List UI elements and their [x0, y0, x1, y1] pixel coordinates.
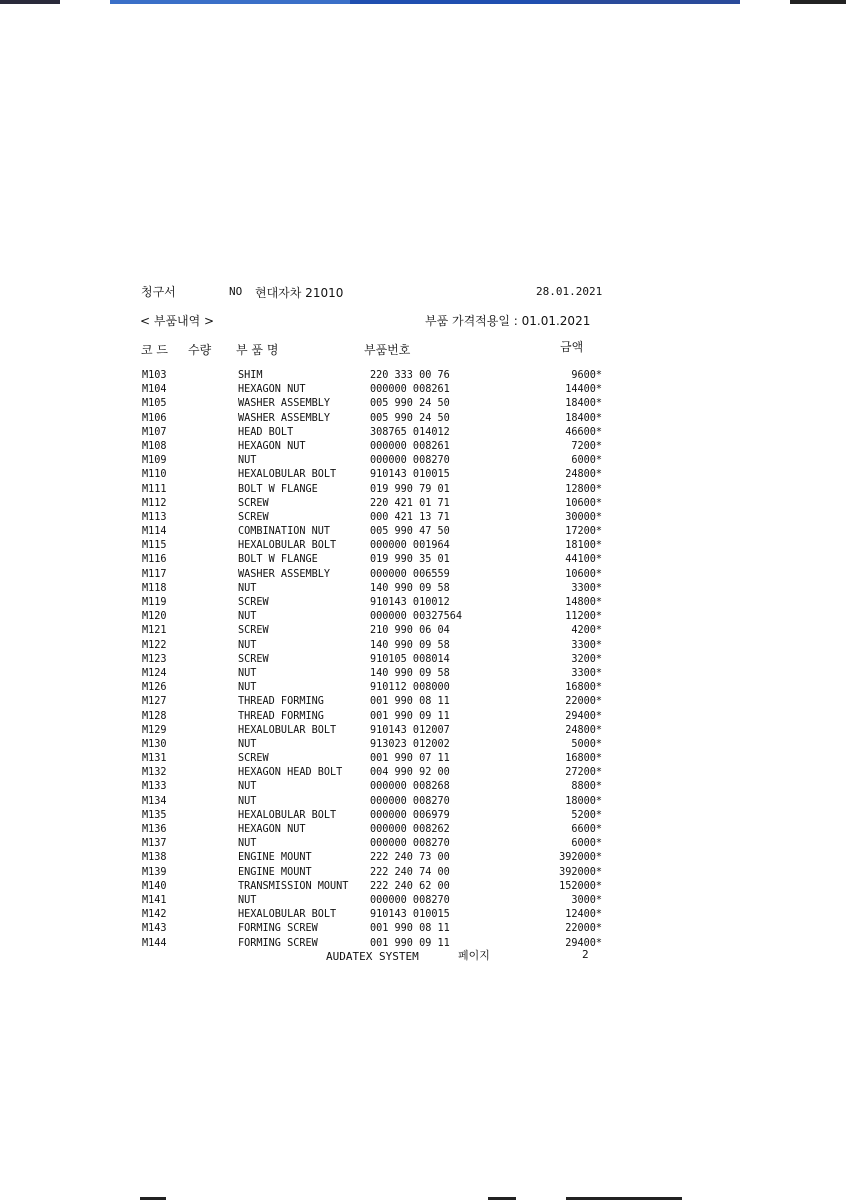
- item-code: M126: [142, 682, 167, 694]
- item-amount: 12400*: [565, 909, 602, 921]
- item-part-number: 210 990 06 04: [370, 625, 450, 637]
- table-row: [142, 610, 602, 624]
- item-amount: 29400*: [565, 710, 602, 722]
- table-row: [142, 383, 602, 397]
- table-row: [142, 412, 602, 426]
- table-row: [142, 525, 602, 539]
- item-code: M123: [142, 653, 167, 665]
- item-amount: 10600*: [565, 568, 602, 580]
- item-code: M108: [142, 440, 167, 452]
- item-amount: 16800*: [565, 753, 602, 765]
- item-part-number: 140 990 09 58: [370, 667, 450, 679]
- table-row: [142, 681, 602, 695]
- table-row: [142, 454, 602, 468]
- item-part-number: 000000 008270: [370, 455, 450, 467]
- item-name: HEXALOBULAR BOLT: [238, 809, 337, 821]
- item-name: HEXAGON NUT: [238, 440, 306, 452]
- item-name: SCREW: [238, 511, 269, 523]
- item-name: SCREW: [238, 497, 269, 509]
- table-row: [142, 809, 602, 823]
- item-name: THREAD FORMING: [238, 696, 324, 708]
- item-part-number: 000000 008270: [370, 894, 450, 906]
- footer-page-label: 페이지: [458, 949, 490, 962]
- item-amount: 12800*: [565, 483, 602, 495]
- column-header-code: 코 드: [141, 343, 168, 357]
- item-amount: 24800*: [565, 469, 602, 481]
- item-part-number: 001 990 07 11: [370, 753, 450, 765]
- item-amount: 3200*: [571, 653, 602, 665]
- item-code: M114: [142, 526, 167, 538]
- item-name: HEXAGON NUT: [238, 824, 306, 835]
- item-part-number: 000000 008261: [370, 384, 450, 396]
- table-row: [142, 738, 602, 752]
- item-code: M128: [142, 710, 167, 722]
- item-amount: 18000*: [565, 795, 602, 807]
- item-code: M121: [142, 625, 167, 637]
- item-name: HEXALOBULAR BOLT: [238, 469, 337, 481]
- scan-edge-bottom: [0, 1194, 846, 1200]
- footer-system: AUDATEX SYSTEM: [326, 950, 419, 963]
- item-code: M129: [142, 724, 167, 736]
- item-code: M143: [142, 923, 167, 935]
- table-row: [142, 752, 602, 766]
- item-amount: 27200*: [565, 767, 602, 779]
- item-name: WASHER ASSEMBLY: [238, 398, 331, 410]
- item-code: M136: [142, 824, 167, 835]
- item-amount: 29400*: [565, 937, 602, 949]
- item-name: NUT: [238, 795, 257, 807]
- item-name: ENGINE MOUNT: [238, 866, 312, 878]
- column-header-amount: 금액: [560, 340, 584, 354]
- item-part-number: 005 990 24 50: [370, 412, 450, 424]
- table-row: [142, 553, 602, 567]
- item-name: NUT: [238, 455, 257, 467]
- item-part-number: 308765 014012: [370, 426, 450, 438]
- column-header-qty: 수량: [188, 343, 212, 357]
- item-name: SCREW: [238, 597, 269, 608]
- item-part-number: 000 421 13 71: [370, 511, 450, 523]
- item-name: SHIM: [238, 370, 263, 381]
- table-row: [142, 568, 602, 582]
- item-part-number: 000000 001964: [370, 540, 450, 552]
- item-amount: 44100*: [565, 554, 602, 566]
- item-amount: 22000*: [565, 923, 602, 935]
- table-row: [142, 780, 602, 794]
- item-part-number: 910143 010012: [370, 597, 450, 608]
- item-amount: 18100*: [565, 540, 602, 552]
- no-label: NO: [229, 285, 243, 298]
- item-part-number: 001 990 09 11: [370, 937, 450, 949]
- item-part-number: 140 990 09 58: [370, 639, 450, 651]
- item-amount: 18400*: [565, 412, 602, 424]
- item-amount: 3300*: [571, 582, 602, 594]
- scan-edge-top: [0, 0, 846, 6]
- item-name: HEXAGON NUT: [238, 384, 306, 396]
- item-code: M134: [142, 795, 167, 807]
- item-code: M112: [142, 497, 167, 509]
- item-code: M116: [142, 554, 167, 566]
- invoice-date: 28.01.2021: [536, 285, 603, 298]
- item-name: HEXAGON HEAD BOLT: [238, 767, 343, 779]
- item-amount: 3000*: [571, 894, 602, 906]
- item-code: M122: [142, 639, 167, 651]
- item-part-number: 005 990 24 50: [370, 398, 450, 410]
- item-name: NUT: [238, 682, 257, 694]
- table-row: [142, 639, 602, 653]
- item-name: HEAD BOLT: [238, 426, 294, 438]
- item-amount: 24800*: [565, 724, 602, 736]
- table-row: [142, 468, 602, 482]
- item-code: M105: [142, 398, 167, 410]
- item-code: M144: [142, 937, 167, 949]
- price-date: 부품 가격적용일 : 01.01.2021: [425, 314, 591, 328]
- vehicle-name: 현대자차 21010: [255, 286, 344, 300]
- item-amount: 6000*: [571, 455, 602, 467]
- item-code: M120: [142, 611, 167, 623]
- item-code: M138: [142, 852, 167, 864]
- item-code: M124: [142, 667, 167, 679]
- item-name: NUT: [238, 838, 257, 850]
- item-name: FORMING SCREW: [238, 937, 318, 949]
- item-part-number: 222 240 73 00: [370, 852, 450, 864]
- table-row: [142, 695, 602, 709]
- table-row: [142, 894, 602, 908]
- item-code: M140: [142, 880, 167, 892]
- item-amount: 6600*: [571, 824, 602, 835]
- table-row: [142, 624, 602, 638]
- item-part-number: 000000 008270: [370, 795, 450, 807]
- item-amount: 14800*: [565, 597, 602, 608]
- item-code: M110: [142, 469, 167, 481]
- table-row: [142, 795, 602, 809]
- item-amount: 14400*: [565, 384, 602, 396]
- item-code: M117: [142, 568, 167, 580]
- item-code: M118: [142, 582, 167, 594]
- item-amount: 9600*: [571, 370, 602, 381]
- item-part-number: 019 990 79 01: [370, 483, 450, 495]
- table-row: [142, 922, 602, 936]
- item-name: NUT: [238, 639, 257, 651]
- item-amount: 10600*: [565, 497, 602, 509]
- item-part-number: 004 990 92 00: [370, 767, 450, 779]
- table-row: [142, 937, 602, 951]
- item-code: M106: [142, 412, 167, 424]
- item-name: NUT: [238, 667, 257, 679]
- item-amount: 30000*: [565, 511, 602, 523]
- parts-table: [142, 369, 602, 951]
- item-name: COMBINATION NUT: [238, 526, 331, 538]
- item-part-number: 005 990 47 50: [370, 526, 450, 538]
- table-row: [142, 851, 602, 865]
- item-part-number: 222 240 62 00: [370, 880, 450, 892]
- item-code: M109: [142, 455, 167, 467]
- item-code: M131: [142, 753, 167, 765]
- item-amount: 5200*: [571, 809, 602, 821]
- item-amount: 46600*: [565, 426, 602, 438]
- item-amount: 152000*: [559, 880, 602, 892]
- table-row: [142, 667, 602, 681]
- item-name: BOLT W FLANGE: [238, 554, 318, 566]
- table-row: [142, 483, 602, 497]
- item-part-number: 222 240 74 00: [370, 866, 450, 878]
- item-part-number: 000000 008261: [370, 440, 450, 452]
- table-row: [142, 908, 602, 922]
- item-amount: 6000*: [571, 838, 602, 850]
- table-row: [142, 823, 602, 837]
- item-part-number: 913023 012002: [370, 738, 450, 750]
- item-code: M132: [142, 767, 167, 779]
- table-row: [142, 724, 602, 738]
- item-name: WASHER ASSEMBLY: [238, 568, 331, 580]
- item-part-number: 019 990 35 01: [370, 554, 450, 566]
- item-amount: 392000*: [559, 866, 602, 878]
- item-amount: 22000*: [565, 696, 602, 708]
- table-row: [142, 497, 602, 511]
- table-row: [142, 426, 602, 440]
- column-header-name: 부 품 명: [236, 343, 279, 357]
- item-name: BOLT W FLANGE: [238, 483, 318, 495]
- item-amount: 5000*: [571, 738, 602, 750]
- item-code: M139: [142, 866, 167, 878]
- item-name: NUT: [238, 611, 257, 623]
- item-name: NUT: [238, 582, 257, 594]
- item-part-number: 910143 012007: [370, 724, 450, 736]
- item-amount: 17200*: [565, 526, 602, 538]
- table-row: [142, 766, 602, 780]
- item-part-number: 910143 010015: [370, 909, 450, 921]
- item-code: M127: [142, 696, 167, 708]
- table-row: [142, 880, 602, 894]
- item-part-number: 220 333 00 76: [370, 370, 450, 381]
- item-code: M104: [142, 384, 167, 396]
- table-row: [142, 710, 602, 724]
- item-amount: 4200*: [571, 625, 602, 637]
- item-name: NUT: [238, 781, 257, 793]
- item-part-number: 000000 008268: [370, 781, 450, 793]
- item-part-number: 140 990 09 58: [370, 582, 450, 594]
- item-amount: 18400*: [565, 398, 602, 410]
- table-row: [142, 440, 602, 454]
- item-code: M137: [142, 838, 167, 850]
- item-name: HEXALOBULAR BOLT: [238, 724, 337, 736]
- item-amount: 3300*: [571, 667, 602, 679]
- item-name: SCREW: [238, 653, 269, 665]
- document-title: 청구서: [141, 285, 176, 299]
- table-row: [142, 837, 602, 851]
- item-amount: 392000*: [559, 852, 602, 864]
- item-part-number: 001 990 09 11: [370, 710, 450, 722]
- item-part-number: 910105 008014: [370, 653, 450, 665]
- table-row: [142, 596, 602, 610]
- item-name: WASHER ASSEMBLY: [238, 412, 331, 424]
- table-row: [142, 369, 602, 383]
- table-row: [142, 582, 602, 596]
- item-name: NUT: [238, 894, 257, 906]
- item-name: ENGINE MOUNT: [238, 852, 312, 864]
- item-code: M141: [142, 894, 167, 906]
- item-part-number: 000000 006979: [370, 809, 450, 821]
- item-code: M107: [142, 426, 167, 438]
- item-name: FORMING SCREW: [238, 923, 318, 935]
- table-row: [142, 511, 602, 525]
- item-amount: 8800*: [571, 781, 602, 793]
- item-code: M113: [142, 511, 167, 523]
- item-part-number: 220 421 01 71: [370, 497, 450, 509]
- item-name: HEXALOBULAR BOLT: [238, 909, 337, 921]
- item-code: M119: [142, 597, 167, 608]
- item-code: M103: [142, 370, 167, 381]
- item-amount: 16800*: [565, 682, 602, 694]
- section-heading: < 부품내역 >: [140, 314, 215, 328]
- item-part-number: 000000 008262: [370, 824, 450, 835]
- item-code: M130: [142, 738, 167, 750]
- table-row: [142, 653, 602, 667]
- item-amount: 11200*: [565, 611, 602, 623]
- table-row: [142, 397, 602, 411]
- item-part-number: 001 990 08 11: [370, 696, 450, 708]
- item-amount: 7200*: [571, 440, 602, 452]
- table-row: [142, 539, 602, 553]
- item-name: THREAD FORMING: [238, 710, 324, 722]
- item-code: M135: [142, 809, 167, 821]
- footer-page-number: 2: [582, 948, 589, 961]
- item-part-number: 000000 008270: [370, 838, 450, 850]
- item-name: HEXALOBULAR BOLT: [238, 540, 337, 552]
- item-part-number: 910112 008000: [370, 682, 450, 694]
- item-code: M133: [142, 781, 167, 793]
- item-name: NUT: [238, 738, 257, 750]
- item-part-number: 000000 00327564: [370, 611, 463, 623]
- item-code: M111: [142, 483, 167, 495]
- item-part-number: 001 990 08 11: [370, 923, 450, 935]
- item-amount: 3300*: [571, 639, 602, 651]
- table-row: [142, 866, 602, 880]
- item-code: M115: [142, 540, 167, 552]
- item-name: SCREW: [238, 753, 269, 765]
- column-header-part-no: 부품번호: [364, 343, 411, 357]
- item-part-number: 910143 010015: [370, 469, 450, 481]
- item-name: SCREW: [238, 625, 269, 637]
- item-part-number: 000000 006559: [370, 568, 450, 580]
- item-code: M142: [142, 909, 167, 921]
- item-name: TRANSMISSION MOUNT: [238, 880, 349, 892]
